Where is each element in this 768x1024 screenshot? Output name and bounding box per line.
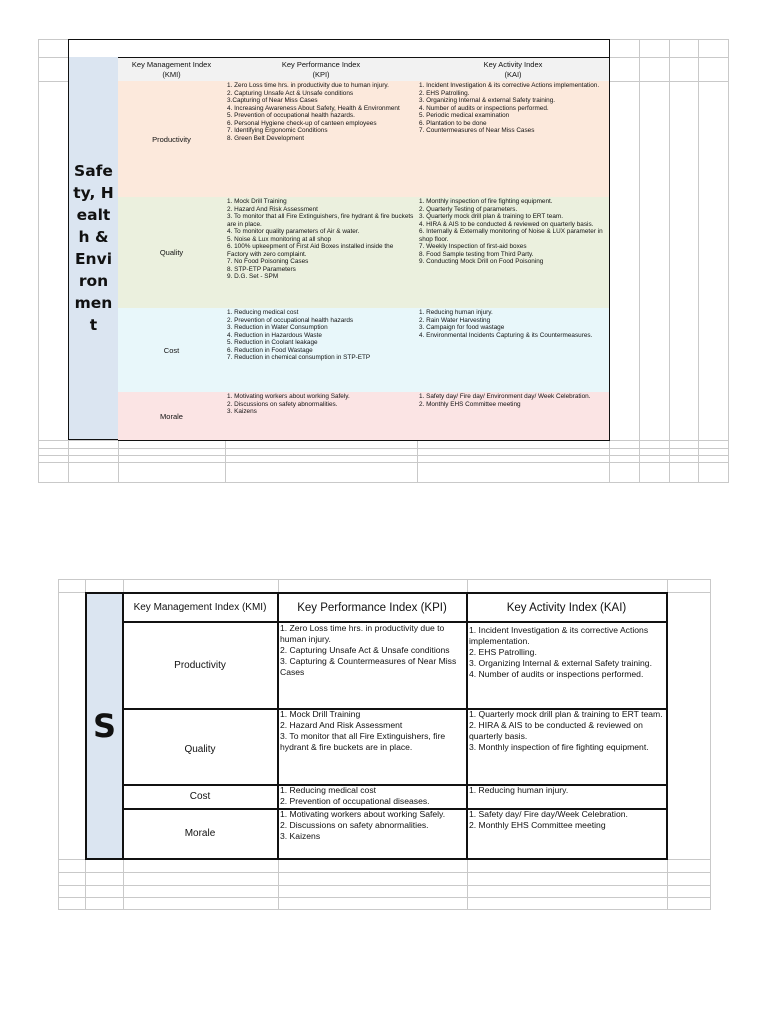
list-item: 1. Monthly inspection of fire fighting equipment. — [419, 198, 553, 205]
list-item: 4. Increasing Awareness About Safety, Health & Environment — [227, 104, 400, 112]
row-label-text: Productivity — [152, 134, 191, 144]
kpi-cell-morale — [278, 808, 468, 860]
list-item: 4. Environmental Incidents Capturing & its Countermeasures. — [419, 331, 593, 339]
list-item: 4. Number of audits or inspections performed. — [469, 669, 644, 679]
list-item: 2. EHS Patrolling. — [469, 647, 537, 657]
kpi-list — [280, 809, 464, 842]
header-kai-line1: Key Activity Index — [483, 60, 543, 69]
list-item: 1. Quarterly mock drill plan & training to ERT team. — [469, 709, 663, 719]
kai-list — [419, 82, 607, 135]
row-label-text: Morale — [160, 411, 183, 421]
header-kmi-line1: Key Management Index — [131, 60, 212, 69]
kpi-list — [227, 198, 415, 281]
kpi-cell-cost — [225, 308, 418, 393]
table-title-row — [68, 39, 610, 58]
list-item: 2. Discussions on safety abnormalities. — [280, 820, 429, 830]
kai-list — [469, 625, 664, 680]
list-item: 3. Monthly inspection of fire fighting equipment. — [469, 742, 649, 752]
list-item: 3.Capturing of Near Miss Cases — [227, 97, 318, 104]
header-kpi-text: Key Performance Index (KPI) — [297, 601, 447, 614]
kpi-list — [280, 623, 464, 678]
row-label-quality — [123, 708, 279, 786]
header-kpi — [225, 57, 418, 82]
list-item: 5. Reduction in Coolant leakage — [227, 339, 318, 346]
list-item: 7. No Food Poisoning Cases — [227, 258, 309, 265]
list-item: 4. Reduction in Hazardous Waste — [227, 331, 322, 339]
list-item: 1. Mock Drill Training — [227, 198, 287, 205]
list-item: 1. Motivating workers about working Safely. — [280, 809, 446, 819]
list-item: 7. Countermeasures of Near Miss Cases — [419, 127, 535, 134]
list-item: 1. Safety day/ Fire day/ Environment day/ Week Celebration. — [419, 393, 591, 400]
header-kmi-text: Key Management Index (KMI) — [133, 602, 267, 613]
kai-cell-productivity — [467, 622, 668, 710]
kai-cell-morale — [467, 808, 668, 860]
list-item: 9. Conducting Mock Drill on Food Poisoning — [419, 258, 544, 265]
list-item: 3. Campaign for food wastage — [419, 324, 505, 331]
row-label-morale — [123, 808, 279, 860]
list-item: 3. Organizing Internal & external Safety training. — [469, 658, 652, 668]
list-item: 2. EHS Patrolling. — [419, 89, 470, 97]
row-label-morale — [118, 392, 226, 441]
row-label-text: Cost — [163, 345, 180, 355]
header-kpi — [278, 592, 468, 623]
list-item: 1. Reducing human injury. — [419, 309, 493, 316]
list-item: 1. Incident Investigation & its corrective Actions implementation. — [469, 625, 649, 646]
list-item: 8. Green Belt Development — [227, 134, 305, 142]
row-label-text: Morale — [184, 827, 216, 839]
kai-list — [419, 198, 607, 266]
header-kpi-line2: (KPI) — [312, 70, 330, 79]
list-item: 1. Incident Investigation & its corrective Actions implementation. — [419, 82, 600, 89]
category-label: S — [92, 707, 117, 745]
list-item: 2. Prevention of occupational health hazards — [227, 316, 354, 324]
list-item: 4. Number of audits or inspections performed. — [419, 104, 549, 112]
list-item: 3. Kaizens — [280, 831, 321, 841]
list-item: 8. Food Sample testing from Third Party. — [419, 250, 534, 258]
list-item: 2. Rain Water Harvesting — [419, 316, 491, 324]
list-item: 2. Discussions on safety abnormalities. — [227, 400, 338, 408]
list-item: 1. Zero Loss time hrs. in productivity due to human injury. — [227, 82, 389, 89]
category-label: Safety, Health & Environment — [73, 162, 114, 334]
list-item: 1. Safety day/ Fire day/Week Celebration. — [469, 809, 628, 819]
kai-cell-morale — [417, 392, 610, 441]
list-item: 7. Identifying Ergonomic Conditions — [227, 127, 328, 134]
kpi-list — [227, 82, 415, 142]
category-cell — [85, 592, 124, 860]
list-item: 7. Reduction in chemical consumption in STP-ETP — [227, 354, 371, 361]
list-item: 3. Kaizens — [227, 408, 257, 415]
list-item: 2. Capturing Unsafe Act & Unsafe conditions — [280, 645, 450, 655]
header-kai-line2: (KAI) — [504, 70, 522, 79]
list-item: 2. Hazard And Risk Assessment — [280, 720, 403, 730]
row-label-cost — [123, 784, 279, 810]
list-item: 6. Reduction in Food Wastage — [227, 346, 313, 354]
header-kpi-line1: Key Performance Index — [281, 60, 361, 69]
list-item: 4. HIRA & AIS to be conducted & reviewed on quarterly basis. — [419, 220, 594, 228]
list-item: 2. Hazard And Risk Assessment — [227, 205, 318, 213]
kpi-cell-cost — [278, 784, 468, 810]
list-item: 2. Prevention of occupational diseases. — [280, 796, 430, 806]
row-label-productivity — [118, 81, 226, 198]
kpi-cell-morale — [225, 392, 418, 441]
list-item: 1. Motivating workers about working Safely. — [227, 393, 350, 400]
row-label-quality — [118, 197, 226, 309]
kpi-cell-productivity — [278, 622, 468, 710]
list-item: 2. Capturing Unsafe Act & Unsafe conditions — [227, 89, 354, 97]
list-item: 3. To monitor that all Fire Extinguishers, fire hydrant & fire buckets are in place. — [227, 213, 414, 228]
list-item: 1. Mock Drill Training — [280, 709, 361, 719]
row-label-text: Quality — [159, 248, 184, 257]
kai-cell-cost — [417, 308, 610, 393]
kpi-cell-quality — [225, 197, 418, 309]
list-item: 5. Periodic medical examination — [419, 112, 510, 119]
list-item: 6. Internally & Externally monitoring of Noise & LUX parameter in shop floor. — [419, 228, 603, 243]
header-kmi — [118, 57, 226, 82]
header-kai-text: Key Activity Index (KAI) — [506, 601, 627, 614]
list-item: 2. Monthly EHS Committee meeting — [419, 400, 521, 408]
list-item: 7. Weekly Inspection of first-aid boxes — [419, 243, 527, 250]
kpi-list — [280, 709, 464, 753]
header-kai — [417, 57, 610, 82]
row-label-text: Cost — [189, 790, 211, 802]
kai-list — [469, 809, 664, 831]
header-kai — [467, 592, 668, 623]
list-item: 9. D.G. Set - SPM — [227, 273, 279, 280]
kpi-list — [227, 393, 415, 416]
list-item: 3. Organizing Internal & external Safety training. — [419, 97, 556, 104]
list-item: 2. Monthly EHS Committee meeting — [469, 820, 606, 830]
list-item: 3. Quarterly mock drill plan & training to ERT team. — [419, 213, 563, 220]
list-item: 6. Personal Hygiene check-up of canteen employees — [227, 119, 377, 127]
kpi-cell-productivity — [225, 81, 418, 198]
kai-list — [419, 393, 607, 408]
list-item: 6. 100% upkeepment of First Aid Boxes installed inside the Factory with zero complaint. — [227, 243, 394, 258]
list-item: 4. To monitor quality parameters of Air & water. — [227, 228, 360, 235]
row-label-text: Productivity — [174, 659, 226, 671]
list-item: 1. Reducing medical cost — [280, 785, 377, 795]
list-item: 1. Reducing human injury. — [469, 785, 569, 795]
list-item: 2. Quarterly Testing of parameters. — [419, 205, 518, 213]
kai-list — [469, 785, 664, 796]
list-item: 5. Prevention of occupational health hazards. — [227, 112, 355, 119]
kai-cell-cost — [467, 784, 668, 810]
row-label-cost — [118, 308, 226, 393]
row-label-productivity — [123, 622, 279, 710]
kai-cell-productivity — [417, 81, 610, 198]
row-label-text: Quality — [184, 743, 216, 755]
list-item: 3. Reduction in Water Consumption — [227, 324, 328, 331]
kpi-list — [227, 309, 415, 362]
list-item: 1. Reducing medical cost — [227, 309, 299, 316]
kai-list — [469, 709, 664, 753]
category-cell — [68, 57, 119, 440]
kai-cell-quality — [417, 197, 610, 309]
list-item: 8. STP-ETP Parameters — [227, 265, 296, 273]
kai-list — [419, 309, 607, 339]
list-item: 3. Capturing & Countermeasures of Near Miss Cases — [280, 656, 457, 677]
kai-cell-quality — [467, 708, 668, 786]
kpi-list — [280, 785, 464, 807]
kpi-cell-quality — [278, 708, 468, 786]
list-item: 3. To monitor that all Fire Extinguishers, fire hydrant & fire buckets are in place. — [280, 731, 446, 752]
list-item: 6. Plantation to be done — [419, 119, 487, 127]
header-kmi-line2: (KMI) — [162, 70, 181, 79]
list-item: 1. Zero Loss time hrs. in productivity due to human injury. — [280, 623, 445, 644]
list-item: 5. Noise & Lux monitoring at all shop — [227, 235, 332, 243]
header-kmi — [123, 592, 279, 623]
list-item: 2. HIRA & AIS to be conducted & reviewed on quarterly basis. — [469, 720, 643, 741]
